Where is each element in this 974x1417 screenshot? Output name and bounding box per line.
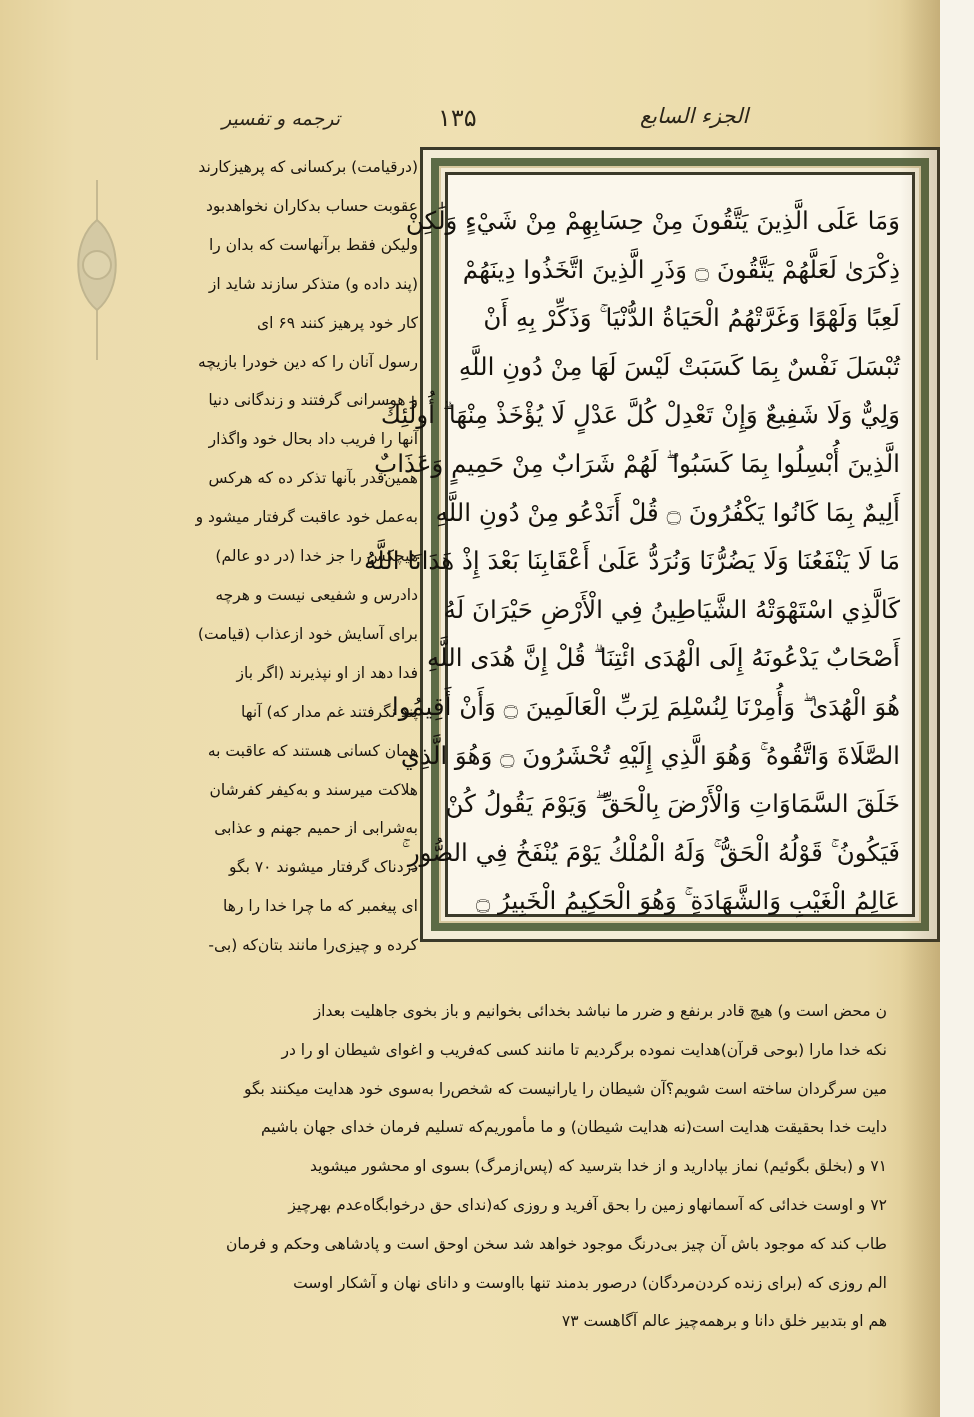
translation-line: ولیکن فقط برآنهاست که بدان را — [208, 235, 418, 254]
translation-line: (درقیامت) برکسانی که پرهیزکارند — [198, 158, 418, 176]
translation-line: کرده و چیزی‌را مانند بتان‌که (بی- — [208, 936, 418, 955]
arabic-verse-line: تُبْسَلَ نَفْسٌ بِمَا كَسَبَتْ لَيْسَ لَهَا مِنْ دُونِ اللَّهِ — [458, 351, 900, 381]
persian-translation-bottom — [152, 992, 887, 1341]
arabic-verse-line: كَالَّذِي اسْتَهْوَتْهُ الشَّيَاطِينُ فِي الْأَرْضِ حَيْرَانَ لَهُ — [443, 594, 900, 624]
translation-line: همین‌قدر بآنها تذکر ده که هرکس — [208, 469, 418, 488]
translation-line: عقوبت حساب بدکاران نخواهدبود — [205, 196, 418, 215]
arabic-verse-line: مَا لَا يَنْفَعُنَا وَلَا يَضُرُّنَا وَنُرَدُّ عَلَىٰ أَعْقَابِنَا بَعْدَ إِذْ هَدَانَا اللَّهُ — [364, 546, 900, 576]
arabic-verse-line: وَمَا عَلَى الَّذِينَ يَتَّقُونَ مِنْ حِسَابِهِمْ مِنْ شَيْءٍ وَلَٰكِنْ — [405, 206, 900, 235]
translation-bottom-line: دایت خدا بحقیقت هدایت است(نه هدایت شیطان) و ما مأموریم‌که تسلیم فرمان خدای جهان باشیم — [261, 1118, 887, 1137]
arabic-verse-line: أَلِيمٌ بِمَا كَانُوا يَكْفُرُونَ ۝ قُلْ أَنَدْعُو مِنْ دُونِ اللَّهِ — [435, 497, 900, 527]
arabic-verse-line: خَلَقَ السَّمَاوَاتِ وَالْأَرْضَ بِالْحَقِّ ۖ وَيَوْمَ يَقُولُ كُنْ — [445, 789, 900, 819]
translation-line: هیچکس را جز خدا (در دو عالم) — [215, 547, 418, 566]
quran-text-frame — [364, 147, 940, 942]
translation-line: فدا دهد از او نپذیرند (اگر باز — [236, 663, 418, 682]
translation-bottom-line: ۷۲ و اوست خدائی که آسمانهاو زمین را بحق آفرید و روزی که(ندای حق درخوابگاه‌عدم بهرچیز — [288, 1195, 887, 1214]
translation-line: دادرس و شفیعی نیست و هرچه — [215, 585, 418, 604]
translation-line: (پند داده و) متذکر سازند شاید از — [208, 274, 418, 293]
translation-bottom-line: طاب کند که موجود باش آن چیز بی‌درنگ موجود خواهد شد سخن اوحق است و پادشاهی وحکم و فرمان — [225, 1234, 887, 1253]
arabic-verse-line: هُوَ الْهُدَىٰ ۖ وَأُمِرْنَا لِنُسْلِمَ لِرَبِّ الْعَالَمِينَ ۝ وَأَنْ أَقِيمُوا — [391, 691, 900, 721]
translation-line: هلاکت میرسند و به‌کیفر کفرشان — [209, 780, 418, 799]
translation-line: همان کسانی هستند که عاقبت به — [207, 741, 418, 760]
arabic-verses — [364, 197, 900, 926]
translation-bottom-line: الم روزی که (برای زنده کردن‌مردگان) درصور بدمند تنها بااوست و دانای نهان و آشکار اوست — [293, 1273, 887, 1292]
margin-ornament-icon — [62, 180, 132, 360]
translation-line: ای پیغمبر که ما چرا خدا را رها — [223, 897, 418, 916]
translation-line: آنها را فریب داد بحال خود واگذار — [208, 430, 418, 449]
translation-line: پند نگرفتند غم مدار که) آنها — [241, 702, 418, 721]
arabic-verse-line: أَصْحَابٌ يَدْعُونَهُ إِلَى الْهُدَى ائْتِنَا ۗ قُلْ إِنَّ هُدَى اللَّهِ — [426, 643, 900, 673]
translation-bottom-line: مین سرگردان ساخته است شویم؟آن شیطان را یارانیست که شخص‌را به‌سوی خود هدایت میکنند بگو — [243, 1079, 887, 1098]
arabic-verse-line: وَلِيٌّ وَلَا شَفِيعٌ وَإِنْ تَعْدِلْ كُلَّ عَدْلٍ لَا يُؤْخَذْ مِنْهَا ۗ أُولَٰئِكَ — [380, 400, 900, 430]
page-header — [0, 102, 940, 138]
spine-shadow — [900, 0, 940, 1417]
header-book-title: ترجمه و تفسیر — [222, 108, 341, 130]
arabic-verse-line: عَالِمُ الْغَيْبِ وَالشَّهَادَةِ ۚ وَهُوَ الْحَكِيمُ الْخَبِيرُ ۝ — [475, 886, 900, 916]
translation-line: و هوسرانی گرفتند و زندگانی دنیا — [208, 391, 418, 410]
translation-line: به‌شرابی از حمیم جهنم و عذابی — [214, 819, 418, 838]
translation-bottom-line: ۷۱ و (بخلق بگوئیم) نماز بپادارید و از خدا بترسید که (پس‌ازمرگ) بسوی او محشور میشوید — [309, 1157, 887, 1176]
translation-line: رسول آنان را که دین خودرا بازیچه — [198, 352, 418, 371]
translation-line: به‌عمل خود عاقبت گرفتار میشود و — [195, 508, 418, 527]
translation-line: برای آسایش خود ازعذاب (قیامت) — [197, 624, 418, 643]
header-juz-title: الجزء السابع — [640, 104, 749, 128]
arabic-verse-line: فَيَكُونُ ۚ قَوْلُهُ الْحَقُّ ۚ وَلَهُ الْمُلْكُ يَوْمَ يُنْفَخُ فِي الصُّورِ ۚ — [401, 837, 900, 867]
translation-line: کار خود پرهیز کنند ۶۹ ای — [257, 313, 418, 332]
arabic-verse-line: ذِكْرَىٰ لَعَلَّهُمْ يَتَّقُونَ ۝ وَذَرِ الَّذِينَ اتَّخَذُوا دِينَهُمْ — [462, 254, 900, 284]
translation-bottom-line: ن محض است و) هیچ قادر برنفع و ضرر ما نباشد بخدائی بخوانیم و باز بخوی جاهلیت بعداز — [313, 1002, 887, 1020]
page-number: ۱۳۵ — [438, 104, 477, 132]
translation-bottom-line: نکه خدا مارا (بوحی قرآن)هدایت نموده برگردیم تا مانند کسی که‌فریب و اغوای شیطان او را در — [281, 1040, 887, 1059]
translation-line: دردناک گرفتار میشوند ۷۰ بگو — [229, 858, 418, 877]
arabic-verse-line: لَعِبًا وَلَهْوًا وَغَرَّتْهُمُ الْحَيَاةُ الدُّنْيَا ۚ وَذَكِّرْ بِهِ أَنْ — [483, 303, 900, 333]
arabic-verse-line: الَّذِينَ أُبْسِلُوا بِمَا كَسَبُوا ۖ لَهُمْ شَرَابٌ مِنْ حَمِيمٍ وَعَذَابٌ — [374, 448, 900, 478]
arabic-verse-line: الصَّلَاةَ وَاتَّقُوهُ ۚ وَهُوَ الَّذِي إِلَيْهِ تُحْشَرُونَ ۝ وَهُوَ الَّذِي — [400, 740, 900, 770]
scan-margin — [940, 0, 974, 1417]
translation-bottom-line: هم او بتدبیر خلق دانا و برهمه‌چیز عالم آگاهست ۷۳ — [561, 1312, 887, 1331]
frame-inner-panel — [364, 172, 915, 917]
